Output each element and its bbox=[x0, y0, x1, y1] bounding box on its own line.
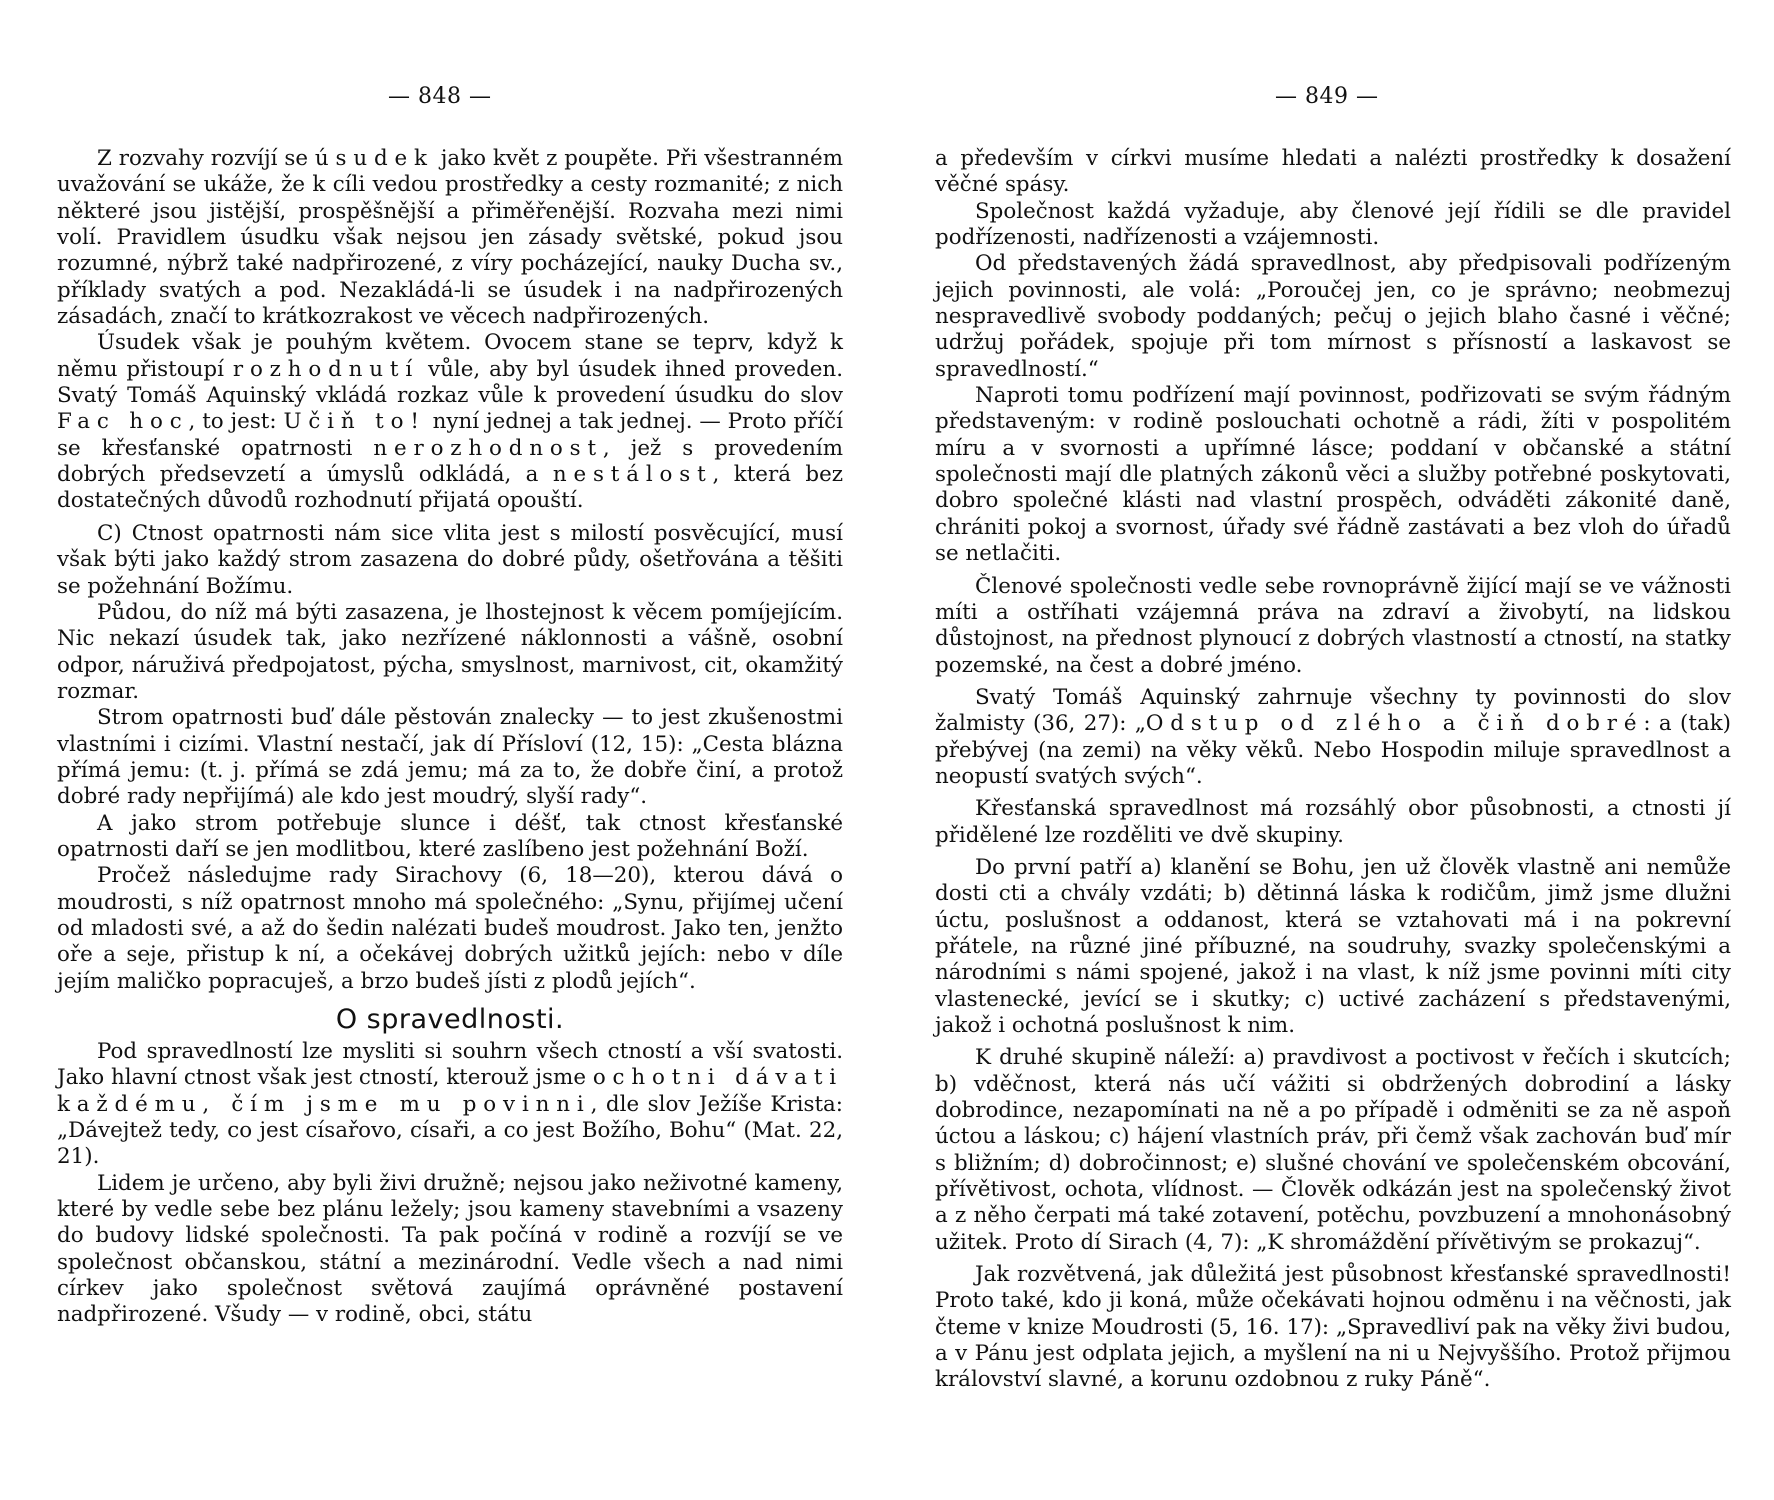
paragraph: Od představených žádá spravedlnost, aby předpisovali podřízeným jejich povinnosti, ale volá: „Poroučej jen, co je správno; neobmezuj nespravedlivě svobody poddaných; pečuj o jejich blaho časné i věčné; udržuj pořádek, spojuje při tom mírnost s přísností a laskavost se spravedlností.“ bbox=[935, 251, 1731, 382]
spaced-term: Fac hoc bbox=[57, 409, 189, 435]
paragraph: C) Ctnost opatrnosti nám sice vlita jest s milostí posvěcující, musí však býti jako každý strom zasazena do dobré půdy, ošetřována a těšiti se požehnání Božímu. bbox=[57, 520, 843, 599]
paragraph: Půdou, do níž má býti zasazena, je lhostejnost k věcem pomíjejícím. Nic nekazí úsudek tak, jako nezřízené náklonnosti a vášně, osobní odpor, náruživá předpojatost, pýcha, smyslnost, marnivost, cit, okamžitý rozmar. bbox=[57, 599, 843, 704]
text-span: Úsudek však je pouhým květem. Ovocem stane se teprv, když k němu přistoupí bbox=[57, 330, 843, 382]
paragraph bbox=[57, 330, 843, 514]
paragraph: Členové společnosti vedle sebe rovnoprávně žijící mají se ve vážnosti míti a ostříhati vzájemná práva na zdraví a živobytí, na lidskou důstojnost, na přednost plynoucí z dobrých vlastností a ctností, na statky pozemské, na čest a dobré jméno. bbox=[935, 573, 1731, 678]
text-span: , jež s provedením dobrých předsevzetí a úmyslů odkládá, a bbox=[57, 435, 844, 488]
text-span: jako květ z poupěte. Při všestranném uvažování se ukáže, že k cíli vedou prostředky a cesty rozmanité; z nich některé jsou jistější, prospěšnější a přiměřenější. Rozvaha mezi nimi volí. Pravidlem úsudku však nejsou jen zásady světské, pokud jsou rozumné, nýbrž také nadpřirozené, z víry pocházející, nauky Ducha sv., příklady svatých a pod. Nezakládá-li se úsudek i na nadpřirozených zásadách, značí to krátkozrakost ve věcech nadpřirozených. bbox=[57, 146, 843, 330]
paragraph: Křesťanská spravedlnost má rozsáhlý obor působnosti, a ctnosti jí přidělené lze rozděliti ve dvě skupiny. bbox=[935, 796, 1731, 848]
right-page bbox=[887, 0, 1774, 1500]
paragraph bbox=[57, 1039, 843, 1171]
page-number-right: — 849 — bbox=[1275, 84, 1379, 109]
spaced-term: ochotni dávati každému, čím jsme mu povinni bbox=[57, 1065, 843, 1117]
left-page-text bbox=[57, 146, 843, 1329]
text-span: : a (tak) přebývej (na zemi) na věky věků. Nebo Hospodin miluje spravedlnost a neopustí svatých svých“. bbox=[935, 711, 1732, 789]
text-span: , která bez dostatečných důvodů rozhodnutí přijatá opouští. bbox=[57, 462, 843, 514]
paragraph: A jako strom potřebuje slunce i déšť, tak ctnost křesťanské opatrnosti daří se jen modlitbou, které zaslíbeno jest požehnání Boží. bbox=[57, 810, 843, 862]
paragraph: Lidem je určeno, aby byli živi družně; nejsou jako neživotné kameny, které by vedle sebe bez plánu ležely; jsou kameny stavebními a vsazeny do budovy lidské společnosti. Ta pak počíná v rodině a rozvíjí se ve společnost občanskou, státní a mezinárodní. Vedle všech a nad nimi církev jako společnost světová zaujímá oprávněné postavení nadpřirozené. Všudy — v rodině, obci, státu bbox=[57, 1170, 843, 1328]
spaced-term: Odstup od zlého a čiň dobré bbox=[1145, 711, 1644, 737]
spaced-term: Učiň to! bbox=[283, 409, 426, 435]
spaced-term: nestálost bbox=[552, 462, 713, 488]
text-span: , dle slov Ježíše Krista: „Dávejtež tedy, co jest císařovo, císaři, a co jest Božího, Bohu“ (Mat. 22, 21). bbox=[57, 1091, 843, 1170]
page-number-left: — 848 — bbox=[388, 84, 492, 109]
paragraph bbox=[57, 146, 843, 330]
text-span: Pod spravedlností lze mysliti si souhrn všech ctností a vší svatosti. Jako hlavní ctnost však jest ctností, kterouž jsme bbox=[57, 1039, 843, 1091]
paragraph: Do první patří a) klanění se Bohu, jen už člověk vlastně ani nemůže dosti cti a chvály vzdáti; b) dětinná láska k rodičům, jimž jsme dlužni úctu, poslušnost a oddanost, která se vztahovati má i na pokrevní přátele, na různé jiné příbuzné, na soudruhy, svazky společenskými a národními s námi spojené, jakož i na vlast, k níž jsme povinni míti city vlastenecké, jevící se i skutky; c) uctivé zacházení s představenými, jakož i ochotná poslušnost k nim. bbox=[935, 854, 1731, 1038]
paragraph: K druhé skupině náleží: a) pravdivost a poctivost v řečích i skutcích; b) vděčnost, která nás učí vážiti si obdržených dobrodiní a lásky dobrodince, nezapomínati na ně a po případě i odměniti se za ně aspoň úctou a láskou; c) hájení vlastních práv, při čemž však zachován buď mír s bližním; d) dobročinnost; e) slušné chování ve společenském obcování, přívětivost, ochota, vlídnost. — Člověk odkázán jest na společenský život a z něho čerpati má také zotavení, potěchu, povzbuzení a mnohonásobný užitek. Proto dí Sirach (4, 7): „K shromáždění přívětivým se prokazuj“. bbox=[935, 1045, 1731, 1255]
paragraph: Strom opatrnosti buď dále pěstován znalecky — to jest zkušenostmi vlastními i cizími. Vlastní nestačí, jak dí Přísloví (12, 15): „Cesta blázna přímá jemu: (t. j. přímá se zdá jemu; má za to, že dobře činí, a protož dobré rady nepřijímá) ale kdo jest moudrý, slyší rady“. bbox=[57, 705, 843, 810]
spaced-term: úsudek bbox=[314, 146, 434, 171]
paragraph: Naproti tomu podřízení mají povinnost, podřizovati se svým řádným představeným: v rodině poslouchati ochotně a rádi, žíti v pospolitém míru a v svornosti a upřímné lásce; poddaní v občanské a státní společnosti mají dle platných zákonů věci a služby potřebné poskytovati, dobro společné klásti nad vlastní prospěch, odváděti zákonité daně, chrániti pokoj a svornost, úřady své řádně zastávati a bez vloh do úřadů se netlačiti. bbox=[935, 383, 1731, 567]
paragraph bbox=[935, 685, 1731, 790]
paragraph: Jak rozvětvená, jak důležitá jest působnost křesťanské spravedlnosti! Proto také, kdo ji koná, může očekávati hojnou odměnu i na věčnosti, jak čteme v knize Moudrosti (5, 16. 17): „Spravedliví pak na věky živi budou, a v Pánu jest odplata jejich, a myšlení na ni u Nejvyššího. Protož přijmou království slavné, a korunu ozdobnou z ruky Páně“. bbox=[935, 1262, 1731, 1393]
right-page-text bbox=[935, 146, 1731, 1394]
text-span: vůle, aby byl úsudek ihned proveden. Svatý Tomáš Aquinský vkládá rozkaz vůle k provedení úsudku do slov bbox=[57, 356, 843, 409]
section-heading: O spravedlnosti. bbox=[335, 1004, 565, 1035]
text-span: nyní jednej a tak jednej. — Proto příčí se křesťanské opatrnosti bbox=[57, 409, 843, 461]
paragraph: a především v církvi musíme hledati a nalézti prostředky k dosažení věčné spásy. bbox=[935, 146, 1731, 198]
spaced-term: rozhodnutí bbox=[232, 356, 420, 382]
paragraph: Společnost každá vyžaduje, aby členové její řídili se dle pravidel podřízenosti, nadřízenosti a vzájemnosti. bbox=[935, 198, 1731, 251]
text-span: , to jest: bbox=[188, 409, 284, 435]
spaced-term: nerozhodnost bbox=[373, 435, 603, 461]
paragraph: Pročež následujme rady Sirachovy (6, 18—20), kterou dává o moudrosti, s níž opatrnost mnoho má společného: „Synu, přijímej učení od mladosti své, a až do šedin nalézati budeš moudrost. Jako ten, jenžto oře a seje, přistup k ní, a očekávej dobrých užitků jejích: nebo v díle jejím maličko popracuješ, a brzo budeš jísti z plodů jejích“. bbox=[57, 863, 843, 994]
text-span: Z rozvahy rozvíjí se bbox=[97, 146, 315, 171]
text-span: Svatý Tomáš Aquinský zahrnuje všechny ty povinnosti do slov žalmisty (36, 27): „ bbox=[935, 684, 1731, 737]
